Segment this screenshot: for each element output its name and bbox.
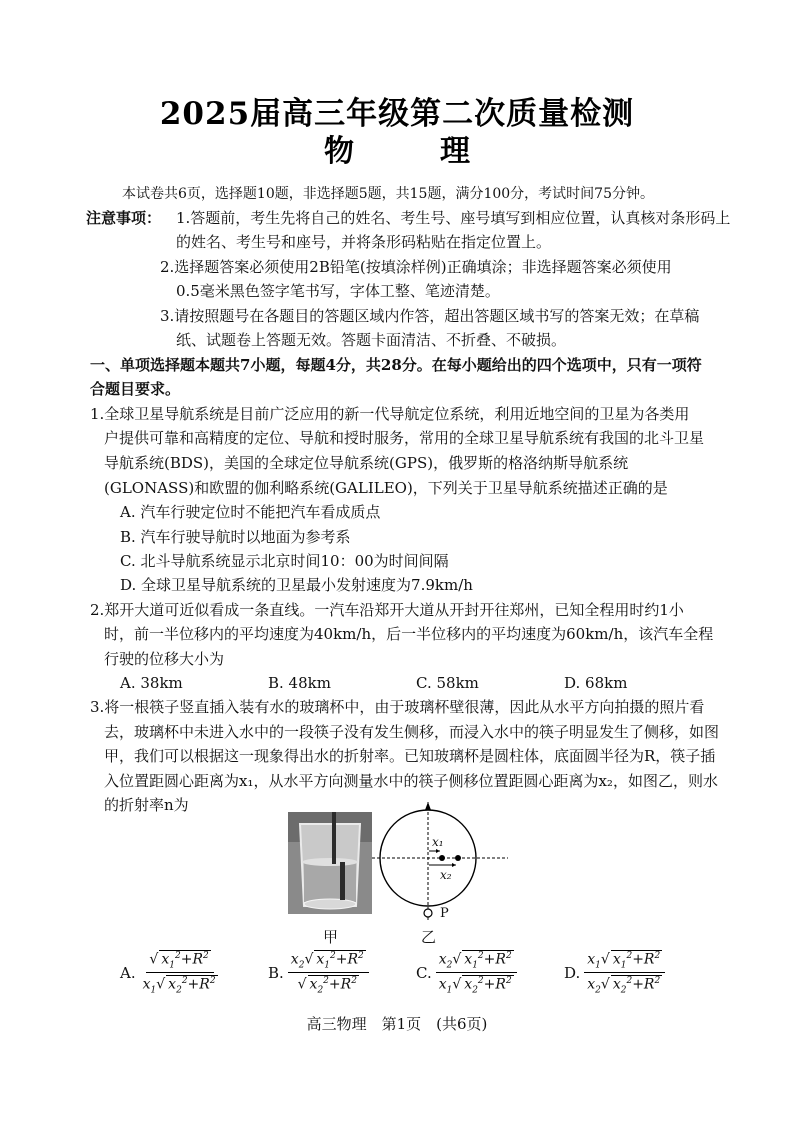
figure-a-label: 甲 xyxy=(323,928,339,946)
q3-option-d xyxy=(564,950,665,996)
section-heading: 一、单项选择题本题共7小题，每题4分，共28分。在每小题给出的四个选项中，只有一项符 xyxy=(90,356,702,374)
q1-option-a: A. 汽车行驶定位时不能把汽车看成质点 xyxy=(120,503,381,521)
q3-stem: 甲，我们可以根据这一现象得出水的折射率。已知玻璃杯是圆柱体，底面圆半径为R，筷子插 xyxy=(104,747,716,765)
option-letter: D. xyxy=(564,963,581,982)
x1-label: x₁ xyxy=(432,835,444,849)
glass-photo-drawing xyxy=(288,812,372,914)
q2-stem: 行驶的位移大小为 xyxy=(104,650,225,668)
q3-option-c xyxy=(416,950,517,996)
subject-title: 物 理 xyxy=(324,134,498,169)
q2-option-a: A. 38km xyxy=(120,674,183,692)
notes-heading: 注意事项： xyxy=(86,209,162,227)
q1-option-c: C. 北斗导航系统显示北京时间10：00为时间间隔 xyxy=(120,552,449,570)
q3-option-a xyxy=(120,950,221,996)
note-line: 3.请按照题号在各题目的答题区域内作答，超出答题区域书写的答案无效；在草稿 xyxy=(160,307,700,325)
note-line: 0.5毫米黑色签字笔书写，字体工整、笔迹清楚。 xyxy=(176,282,500,300)
option-letter: C. xyxy=(416,963,432,982)
formula-a: $\frac{√ x_1^2+R^2}{x_1√ x_2^2+R^2}$ xyxy=(142,951,216,996)
q1-stem: (GLONASS)和欧盟的伽利略系统(GALILEO)，下列关于卫星导航系统描述正确的是 xyxy=(104,479,668,497)
q2-option-b: B. 48km xyxy=(268,674,331,692)
page-footer: 高三物理 第1页 (共6页) xyxy=(306,1015,488,1033)
section-heading-cont: 合题目要求。 xyxy=(90,380,181,398)
formula-b: $\frac{x_2√ x_1^2+R^2}{√ x_2^2+R^2}$ xyxy=(288,950,369,996)
q1-option-b: B. 汽车行驶导航时以地面为参考系 xyxy=(120,528,351,546)
q3-option-b xyxy=(268,950,369,996)
q3-stem: 的折射率n为 xyxy=(104,796,189,814)
q2-option-c: C. 58km xyxy=(416,674,479,692)
q3-stem: 3.将一根筷子竖直插入装有水的玻璃杯中，由于玻璃杯壁很薄，因此从水平方向拍摄的照片看 xyxy=(90,698,705,716)
q3-stem: 去，玻璃杯中未进入水中的一段筷子没有发生侧移，而浸入水中的筷子明显发生了侧移，如图 xyxy=(104,723,720,741)
note-line: 纸、试题卷上答题无效。答题卡面清洁、不折叠、不破损。 xyxy=(176,331,567,349)
exam-title: 2025届高三年级第二次质量检测 xyxy=(159,96,635,132)
note-line: 1.答题前，考生先将自己的姓名、考生号、座号填写到相应位置，认真核对条形码上 xyxy=(176,209,731,227)
point-p-label: P xyxy=(440,906,449,921)
q1-option-d: D. 全球卫星导航系统的卫星最小发射速度为7.9km/h xyxy=(120,576,473,594)
q1-stem: 1.全球卫星导航系统是目前广泛应用的新一代导航定位系统，利用近地空间的卫星为各类用 xyxy=(90,405,690,423)
x2-label: x₂ xyxy=(440,868,452,882)
q2-stem: 时，前一半位移内的平均速度为40km/h，后一半位移内的平均速度为60km/h，该汽车全程 xyxy=(104,625,714,643)
formula-d: $\frac{x_1√ x_1^2+R^2}{x_2√ x_2^2+R^2}$ xyxy=(584,950,665,996)
q1-stem: 户提供可靠和高精度的定位、导航和授时服务，常用的全球卫星导航系统有我国的北斗卫星 xyxy=(104,429,705,447)
arrow-head-icon xyxy=(436,849,440,853)
arrow-head-icon xyxy=(452,863,456,867)
exam-intro: 本试卷共6页，选择题10题，非选择题5题，共15题，满分100分，考试时间75分钟。 xyxy=(122,186,654,202)
option-letter: A. xyxy=(120,963,136,982)
note-line: 2.选择题答案必须使用2B铅笔(按填涂样例)正确填涂；非选择题答案必须使用 xyxy=(160,258,672,276)
note-line: 的姓名、考生号和座号，并将条形码粘贴在指定位置上。 xyxy=(176,233,552,251)
figure-b-label: 乙 xyxy=(421,928,437,946)
chopstick-point xyxy=(439,855,445,861)
image-point xyxy=(455,855,461,861)
q1-stem: 导航系统(BDS)，美国的全球定位导航系统(GPS)，俄罗斯的格洛纳斯导航系统 xyxy=(104,454,629,472)
q3-stem: 入位置距圆心距离为x₁，从水平方向测量水中的筷子侧移位置距圆心距离为x₂，如图乙，则水 xyxy=(104,772,718,790)
arrow-head-icon xyxy=(425,802,431,810)
glass-photo xyxy=(288,812,372,914)
q2-stem: 2.郑开大道可近似看成一条直线。一汽车沿郑开大道从开封开往郑州，已知全程用时约1小 xyxy=(90,601,684,619)
formula-c: $\frac{x_2√ x_1^2+R^2}{x_1√ x_2^2+R^2}$ xyxy=(436,950,517,996)
point-p-marker xyxy=(424,909,432,917)
q2-option-d: D. 68km xyxy=(564,674,628,692)
option-letter: B. xyxy=(268,963,284,982)
